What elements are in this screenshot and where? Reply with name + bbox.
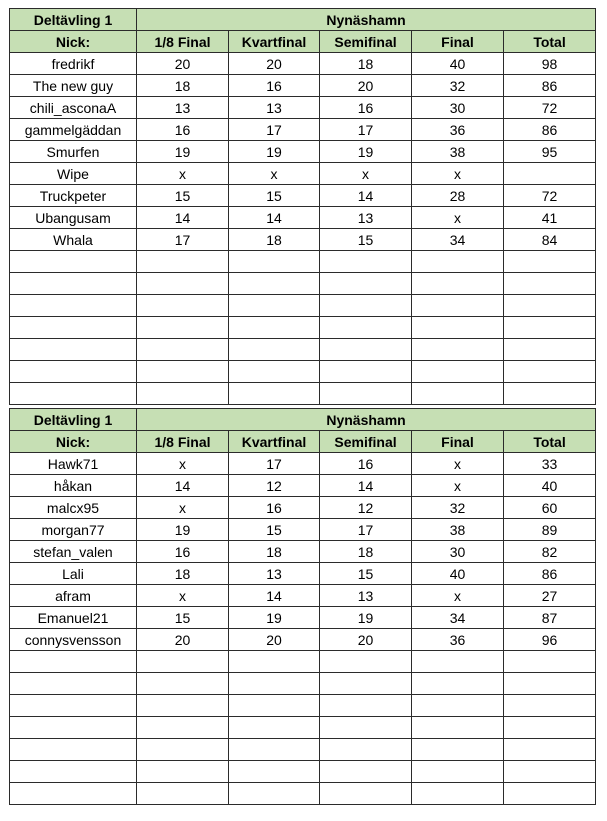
empty-cell <box>412 673 504 695</box>
score-cell: 19 <box>137 519 229 541</box>
player-nick: fredrikf <box>10 53 137 75</box>
empty-cell <box>320 783 412 805</box>
empty-cell <box>229 695 320 717</box>
location-label: Nynäshamn <box>137 409 596 431</box>
empty-row <box>10 383 596 405</box>
empty-cell <box>137 295 229 317</box>
empty-cell <box>10 651 137 673</box>
score-cell: 41 <box>504 207 596 229</box>
score-cell: 15 <box>229 519 320 541</box>
empty-cell <box>504 317 596 339</box>
score-cell: 19 <box>229 607 320 629</box>
column-header: Semifinal <box>320 431 412 453</box>
empty-row <box>10 317 596 339</box>
empty-cell <box>412 361 504 383</box>
empty-cell <box>229 383 320 405</box>
score-cell: x <box>137 453 229 475</box>
score-cell: 17 <box>137 229 229 251</box>
empty-row <box>10 761 596 783</box>
empty-cell <box>229 361 320 383</box>
empty-cell <box>504 739 596 761</box>
score-cell: x <box>412 475 504 497</box>
score-cell: 14 <box>320 475 412 497</box>
empty-cell <box>229 339 320 361</box>
empty-cell <box>10 783 137 805</box>
score-cell: 15 <box>320 563 412 585</box>
score-cell: 30 <box>412 97 504 119</box>
player-nick: Wipe <box>10 163 137 185</box>
empty-cell <box>504 273 596 295</box>
score-cell: 89 <box>504 519 596 541</box>
score-cell: 34 <box>412 229 504 251</box>
title-row <box>10 9 596 31</box>
score-cell: 86 <box>504 75 596 97</box>
score-cell: 13 <box>320 207 412 229</box>
empty-cell <box>412 317 504 339</box>
score-cell: 15 <box>137 185 229 207</box>
empty-cell <box>320 295 412 317</box>
empty-cell <box>229 783 320 805</box>
column-header: Final <box>412 431 504 453</box>
empty-cell <box>10 673 137 695</box>
score-cell: 16 <box>229 497 320 519</box>
empty-cell <box>320 761 412 783</box>
score-cell: 72 <box>504 185 596 207</box>
table-row <box>10 229 596 251</box>
empty-cell <box>320 361 412 383</box>
score-cell: 86 <box>504 119 596 141</box>
player-nick: afram <box>10 585 137 607</box>
empty-cell <box>229 739 320 761</box>
score-cell: 20 <box>137 629 229 651</box>
score-cell: 18 <box>229 541 320 563</box>
empty-cell <box>137 717 229 739</box>
score-cell: 18 <box>320 53 412 75</box>
empty-row <box>10 295 596 317</box>
empty-cell <box>412 339 504 361</box>
column-header: Kvartfinal <box>229 31 320 53</box>
table-row <box>10 541 596 563</box>
score-cell: 13 <box>229 97 320 119</box>
table-row <box>10 585 596 607</box>
score-cell: 40 <box>412 53 504 75</box>
column-header-row <box>10 431 596 453</box>
score-cell: 13 <box>320 585 412 607</box>
score-cell: 17 <box>320 519 412 541</box>
column-header: 1/8 Final <box>137 31 229 53</box>
score-cell: 28 <box>412 185 504 207</box>
score-cell: 96 <box>504 629 596 651</box>
empty-cell <box>10 317 137 339</box>
player-nick: malcx95 <box>10 497 137 519</box>
competition-label: Deltävling 1 <box>10 9 137 31</box>
score-cell: 27 <box>504 585 596 607</box>
score-cell: x <box>412 585 504 607</box>
empty-cell <box>137 761 229 783</box>
empty-cell <box>137 273 229 295</box>
score-cell: 95 <box>504 141 596 163</box>
empty-cell <box>412 783 504 805</box>
empty-cell <box>412 295 504 317</box>
score-cell: 14 <box>137 475 229 497</box>
empty-cell <box>504 673 596 695</box>
score-cell <box>504 163 596 185</box>
table-row <box>10 75 596 97</box>
score-cell: 12 <box>320 497 412 519</box>
empty-cell <box>229 317 320 339</box>
empty-cell <box>229 651 320 673</box>
empty-cell <box>137 361 229 383</box>
column-header-row <box>10 31 596 53</box>
score-cell: 33 <box>504 453 596 475</box>
table-row <box>10 519 596 541</box>
empty-cell <box>10 251 137 273</box>
player-nick: håkan <box>10 475 137 497</box>
title-row <box>10 409 596 431</box>
score-cell: 17 <box>229 119 320 141</box>
empty-cell <box>229 295 320 317</box>
score-cell: 13 <box>137 97 229 119</box>
table-row <box>10 141 596 163</box>
player-nick: chili_asconaA <box>10 97 137 119</box>
table-row <box>10 453 596 475</box>
empty-cell <box>320 251 412 273</box>
score-cell: 16 <box>320 97 412 119</box>
score-cell: 20 <box>320 629 412 651</box>
empty-cell <box>10 695 137 717</box>
empty-cell <box>10 273 137 295</box>
score-cell: 19 <box>229 141 320 163</box>
table-row <box>10 629 596 651</box>
player-nick: gammelgäddan <box>10 119 137 141</box>
player-nick: stefan_valen <box>10 541 137 563</box>
score-cell: 18 <box>229 229 320 251</box>
score-cell: 17 <box>320 119 412 141</box>
empty-cell <box>412 383 504 405</box>
empty-cell <box>504 339 596 361</box>
empty-cell <box>137 651 229 673</box>
table-row <box>10 207 596 229</box>
empty-cell <box>137 317 229 339</box>
empty-cell <box>412 739 504 761</box>
score-cell: x <box>412 163 504 185</box>
empty-cell <box>320 673 412 695</box>
empty-cell <box>504 783 596 805</box>
score-cell: x <box>412 453 504 475</box>
score-cell: 13 <box>229 563 320 585</box>
table-row <box>10 607 596 629</box>
score-cell: 84 <box>504 229 596 251</box>
empty-cell <box>229 717 320 739</box>
score-cell: 15 <box>137 607 229 629</box>
score-cell: x <box>412 207 504 229</box>
empty-cell <box>320 717 412 739</box>
empty-cell <box>320 317 412 339</box>
score-cell: 38 <box>412 519 504 541</box>
column-header: Final <box>412 31 504 53</box>
column-header: 1/8 Final <box>137 431 229 453</box>
player-nick: Hawk71 <box>10 453 137 475</box>
score-cell: 18 <box>320 541 412 563</box>
score-cell: 15 <box>229 185 320 207</box>
empty-cell <box>320 273 412 295</box>
empty-row <box>10 251 596 273</box>
player-nick: Lali <box>10 563 137 585</box>
player-nick: connysvensson <box>10 629 137 651</box>
table-row <box>10 119 596 141</box>
empty-cell <box>504 717 596 739</box>
score-cell: 16 <box>137 119 229 141</box>
score-cell: 20 <box>320 75 412 97</box>
empty-cell <box>320 339 412 361</box>
column-header: Nick: <box>10 431 137 453</box>
empty-cell <box>320 383 412 405</box>
empty-cell <box>504 295 596 317</box>
score-cell: 32 <box>412 497 504 519</box>
empty-cell <box>504 695 596 717</box>
empty-cell <box>10 295 137 317</box>
player-nick: morgan77 <box>10 519 137 541</box>
score-cell: 40 <box>504 475 596 497</box>
score-cell: 87 <box>504 607 596 629</box>
empty-cell <box>320 695 412 717</box>
table-row <box>10 497 596 519</box>
table-row <box>10 475 596 497</box>
score-cell: x <box>320 163 412 185</box>
location-label: Nynäshamn <box>137 9 596 31</box>
score-cell: 14 <box>137 207 229 229</box>
empty-cell <box>229 273 320 295</box>
score-cell: x <box>137 163 229 185</box>
empty-row <box>10 339 596 361</box>
score-cell: 82 <box>504 541 596 563</box>
table-row <box>10 185 596 207</box>
empty-cell <box>229 251 320 273</box>
empty-row <box>10 717 596 739</box>
empty-cell <box>412 695 504 717</box>
score-cell: 38 <box>412 141 504 163</box>
score-cell: 14 <box>229 207 320 229</box>
results-table-2 <box>9 408 596 805</box>
score-cell: 19 <box>320 141 412 163</box>
empty-cell <box>10 717 137 739</box>
score-cell: 14 <box>229 585 320 607</box>
score-cell: 40 <box>412 563 504 585</box>
empty-cell <box>504 761 596 783</box>
empty-row <box>10 361 596 383</box>
column-header: Total <box>504 31 596 53</box>
empty-cell <box>504 383 596 405</box>
competition-label: Deltävling 1 <box>10 409 137 431</box>
empty-cell <box>137 673 229 695</box>
empty-cell <box>320 739 412 761</box>
empty-row <box>10 273 596 295</box>
empty-cell <box>137 383 229 405</box>
empty-cell <box>504 361 596 383</box>
score-cell: 98 <box>504 53 596 75</box>
empty-cell <box>10 761 137 783</box>
score-cell: 16 <box>320 453 412 475</box>
empty-row <box>10 651 596 673</box>
score-cell: 15 <box>320 229 412 251</box>
score-cell: 18 <box>137 75 229 97</box>
empty-row <box>10 739 596 761</box>
table-row <box>10 163 596 185</box>
empty-cell <box>412 761 504 783</box>
score-cell: 72 <box>504 97 596 119</box>
table-row <box>10 97 596 119</box>
empty-row <box>10 783 596 805</box>
empty-cell <box>412 251 504 273</box>
empty-cell <box>412 717 504 739</box>
empty-row <box>10 673 596 695</box>
empty-row <box>10 695 596 717</box>
score-cell: 16 <box>229 75 320 97</box>
empty-cell <box>137 739 229 761</box>
empty-cell <box>229 673 320 695</box>
results-table-1 <box>9 8 596 405</box>
empty-cell <box>10 361 137 383</box>
empty-cell <box>137 783 229 805</box>
score-cell: 20 <box>229 629 320 651</box>
score-cell: 20 <box>229 53 320 75</box>
table-row <box>10 563 596 585</box>
score-cell: 32 <box>412 75 504 97</box>
empty-cell <box>137 251 229 273</box>
score-cell: 20 <box>137 53 229 75</box>
column-header: Total <box>504 431 596 453</box>
score-cell: 14 <box>320 185 412 207</box>
score-cell: x <box>137 497 229 519</box>
score-cell: 34 <box>412 607 504 629</box>
empty-cell <box>137 339 229 361</box>
column-header: Nick: <box>10 31 137 53</box>
player-nick: Smurfen <box>10 141 137 163</box>
score-cell: 60 <box>504 497 596 519</box>
score-cell: 19 <box>320 607 412 629</box>
score-cell: 16 <box>137 541 229 563</box>
player-nick: The new guy <box>10 75 137 97</box>
empty-cell <box>10 383 137 405</box>
empty-cell <box>10 739 137 761</box>
column-header: Semifinal <box>320 31 412 53</box>
score-cell: 36 <box>412 119 504 141</box>
score-cell: x <box>137 585 229 607</box>
empty-cell <box>504 251 596 273</box>
empty-cell <box>412 651 504 673</box>
empty-cell <box>229 761 320 783</box>
player-nick: Whala <box>10 229 137 251</box>
score-cell: 30 <box>412 541 504 563</box>
player-nick: Truckpeter <box>10 185 137 207</box>
empty-cell <box>10 339 137 361</box>
empty-cell <box>412 273 504 295</box>
player-nick: Emanuel21 <box>10 607 137 629</box>
score-cell: x <box>229 163 320 185</box>
score-cell: 86 <box>504 563 596 585</box>
score-cell: 12 <box>229 475 320 497</box>
score-cell: 18 <box>137 563 229 585</box>
score-cell: 17 <box>229 453 320 475</box>
score-cell: 19 <box>137 141 229 163</box>
column-header: Kvartfinal <box>229 431 320 453</box>
player-nick: Ubangusam <box>10 207 137 229</box>
empty-cell <box>504 651 596 673</box>
score-cell: 36 <box>412 629 504 651</box>
table-row <box>10 53 596 75</box>
empty-cell <box>137 695 229 717</box>
empty-cell <box>320 651 412 673</box>
